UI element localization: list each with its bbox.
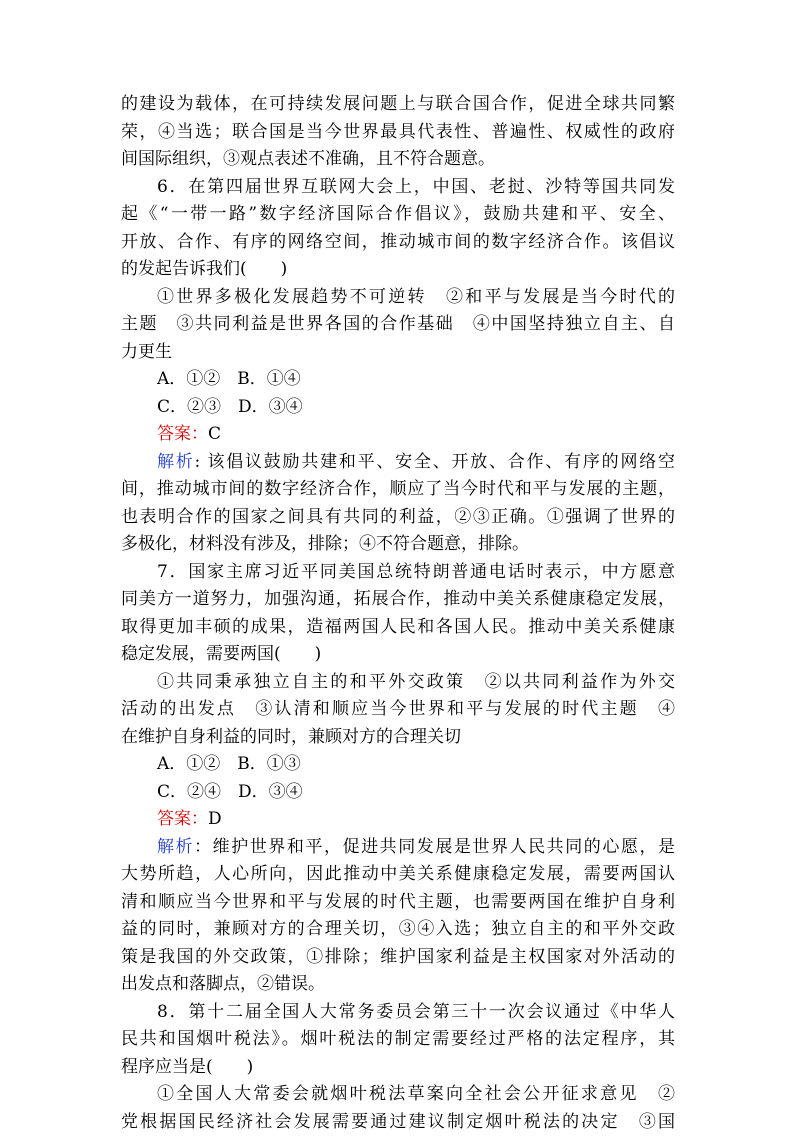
explanation-line: 出发点和落脚点，②错误。 (121, 971, 675, 999)
answer-value: D (208, 809, 222, 829)
statement-line: 主题 ③共同利益是世界各国的合作基础 ④中国坚持独立自主、自 (121, 311, 675, 339)
text-line: 的建设为载体，在可持续发展问题上与联合国合作，促进全球共同繁 (121, 91, 675, 119)
question-7 (121, 559, 675, 999)
question-stem-line: 8．第十二届全国人大常务委员会第三十一次会议通过《中华人 (121, 999, 675, 1027)
explanation-text: : 该倡议鼓励共建和平、安全、开放、合作、有序的网络空 (195, 452, 675, 472)
explanation-line: 策是我国的外交政策，①排除；维护国家利益是主权国家对外活动的 (121, 944, 675, 972)
question-stem-line: 的发起告诉我们( ) (121, 256, 675, 284)
question-stem-line: 6．在第四届世界互联网大会上，中国、老挝、沙特等国共同发 (121, 174, 675, 202)
statement-line: 党根据国民经济社会发展需要通过建议制定烟叶税法的决定 ③国 (121, 1109, 675, 1136)
options-line: A．①② B．①③ (157, 751, 675, 779)
statement-line: ①全国人大常委会就烟叶税法草案向全社会公开征求意见 ② (121, 1081, 675, 1109)
question-stem-line: 7．国家主席习近平同美国总统特朗普通电话时表示，中方愿意 (121, 559, 675, 587)
question-6 (121, 174, 675, 559)
explanation-text: ：维护世界和平，促进共同发展是世界人民共同的心愿，是 (194, 837, 675, 857)
explanation-line: 也表明合作的国家之间具有共同的利益，②③正确。①强调了世界的 (121, 504, 675, 532)
options-line: C．②④ D．③④ (157, 779, 675, 807)
statement-line: ①共同秉承独立自主的和平外交政策 ②以共同利益作为外交 (121, 669, 675, 697)
explanation-line: 多极化，材料没有涉及，排除；④不符合题意，排除。 (121, 531, 675, 559)
explanation-line (121, 834, 675, 862)
answer-label: 答案： (157, 424, 208, 444)
explanation-line: 间，推动城市间的数字经济合作，顺应了当今时代和平与发展的主题， (121, 476, 675, 504)
explanation-label: 解析 (157, 452, 195, 472)
answer-value: C (208, 424, 221, 444)
question-8 (121, 999, 675, 1136)
document-page (121, 91, 675, 1136)
explanation-line (121, 449, 675, 477)
question-stem-line: 开放、合作、有序的网络空间，推动城市间的数字经济合作。该倡议 (121, 229, 675, 257)
answer-line (157, 421, 675, 449)
statement-line: 在维护自身利益的同时，兼顾对方的合理关切 (121, 724, 675, 752)
question-stem-line: 取得更加丰硕的成果，造福两国人民和各国人民。推动中美关系健康 (121, 614, 675, 642)
statement-line: 力更生 (121, 339, 675, 367)
statement-line: 活动的出发点 ③认清和顺应当今世界和平与发展的时代主题 ④ (121, 696, 675, 724)
explanation-line: 大势所趋，人心所向，因此推动中美关系健康稳定发展，需要两国认 (121, 861, 675, 889)
question-stem-line: 程序应当是( ) (121, 1054, 675, 1082)
text-line: 间国际组织，③观点表述不准确，且不符合题意。 (121, 146, 675, 174)
question-stem-line: 民共和国烟叶税法》。烟叶税法的制定需要经过严格的法定程序，其 (121, 1026, 675, 1054)
explanation-line: 益的同时，兼顾对方的合理关切，③④入选；独立自主的和平外交政 (121, 916, 675, 944)
answer-line (157, 806, 675, 834)
options-line: C．②③ D．③④ (157, 394, 675, 422)
question-stem-line: 稳定发展，需要两国( ) (121, 641, 675, 669)
explanation-line: 清和顺应当今世界和平与发展的时代主题，也需要两国在维护自身利 (121, 889, 675, 917)
answer-label: 答案： (157, 809, 208, 829)
options-line: A．①② B．①④ (157, 366, 675, 394)
explanation-label: 解析 (157, 837, 194, 857)
question-stem-line: 起《“一带一路”数字经济国际合作倡议》，鼓励共建和平、安全、 (121, 201, 675, 229)
question-stem-line: 同美方一道努力，加强沟通，拓展合作，推动中美关系健康稳定发展， (121, 586, 675, 614)
text-line: 荣，④当选；联合国是当今世界最具代表性、普遍性、权威性的政府 (121, 119, 675, 147)
statement-line: ①世界多极化发展趋势不可逆转 ②和平与发展是当今时代的 (121, 284, 675, 312)
